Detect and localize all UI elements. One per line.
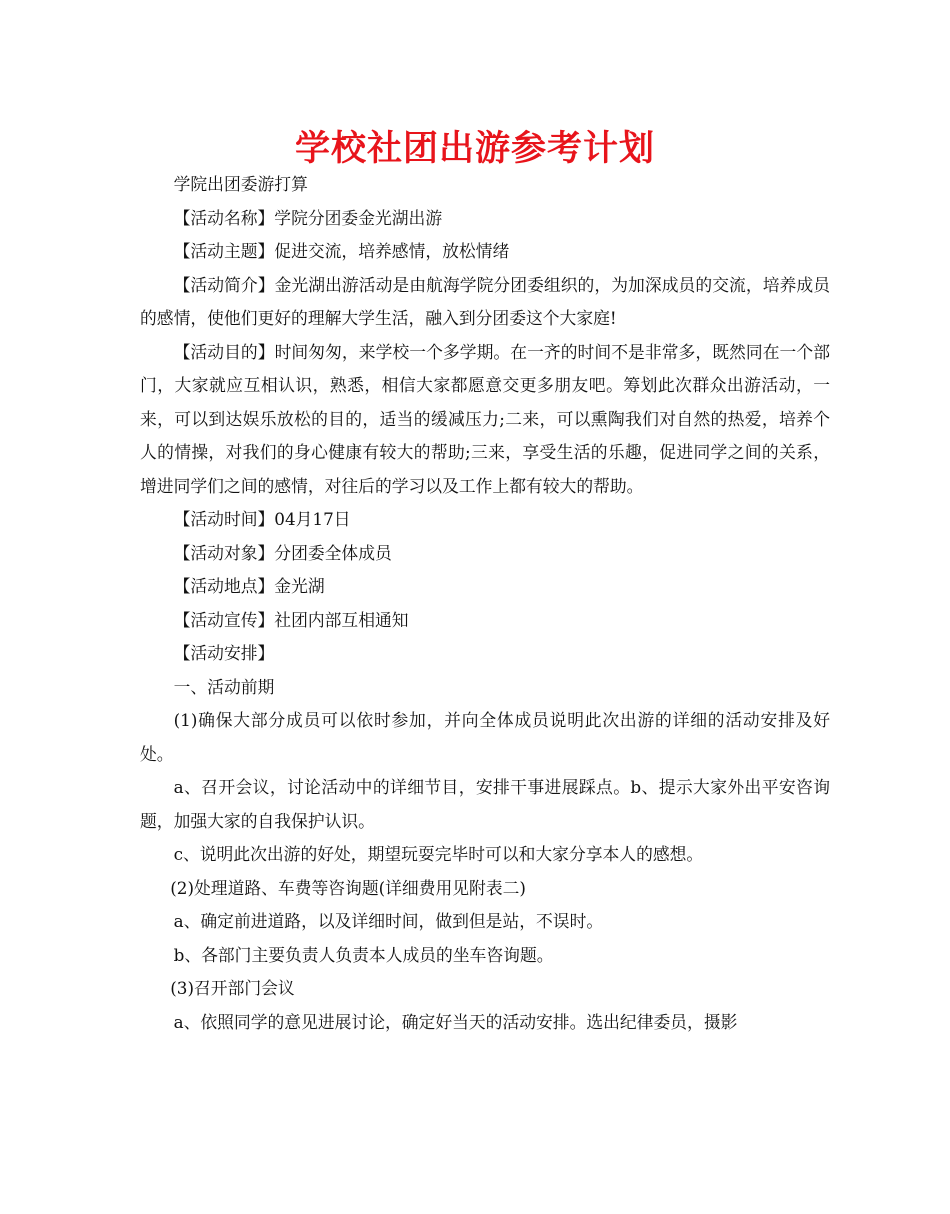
paragraph-item-1a: a、召开会议，讨论活动中的详细节目，安排干事进展踩点。b、提示大家外出平安咨询题，加强大家的自我保护认识。	[140, 777, 830, 831]
paragraph-item-1: (1)确保大部分成员可以依时参加，并向全体成员说明此次出游的详细的活动安排及好处。	[140, 710, 830, 764]
paragraph-activity-promotion: 【活动宣传】社团内部互相通知	[173, 609, 409, 630]
paragraph-activity-location: 【活动地点】金光湖	[173, 576, 325, 596]
document-title: 学校社团出游参考计划	[294, 129, 655, 169]
paragraph-item-3a: a、依照同学的意见进展讨论，确定好当天的活动安排。选出纪律委员，摄影	[173, 1011, 738, 1032]
paragraph-activity-intro: 【活动简介】金光湖出游活动是由航海学院分团委组织的，为加深成员的交流，培养成员的感情，使他们更好的理解大学生活，融入到分团委这个大家庭!	[140, 274, 830, 328]
paragraph-activity-time: 【活动时间】04月17日	[173, 509, 351, 529]
paragraph-item-1c: c、说明此次出游的好处，期望玩耍完毕时可以和大家分享本人的感想。	[173, 844, 704, 864]
paragraph-section-early-stage: 一、活动前期	[173, 676, 275, 697]
paragraph-item-2a: a、确定前进道路，以及详细时间，做到但是站，不误时。	[173, 911, 604, 931]
paragraph-activity-target: 【活动对象】分团委全体成员	[173, 542, 392, 563]
paragraph-item-2b: b、各部门主要负责人负责本人成员的坐车咨询题。	[173, 944, 554, 965]
paragraph-item-2: (2)处理道路、车费等咨询题(详细费用见附表二)	[170, 877, 526, 898]
paragraph-item-3: (3)召开部门会议	[170, 978, 295, 998]
paragraph-activity-purpose: 【活动目的】时间匆匆，来学校一个多学期。在一齐的时间不是非常多，既然同在一个部门，大家就应互相认识，熟悉，相信大家都愿意交更多朋友吧。筹划此次群众出游活动，一来，可以到达娱乐放松的目的，适当的缓减压力;二来，可以熏陶我们对自然的热爱，培养个人的情操，对我们的身心健康有较大的帮助;三来，享受生活的乐趣，促进同学之间的关系，增进同学们之间的感情，对往后的学习以及工作上都有较大的帮助。	[140, 341, 830, 496]
document-body	[140, 168, 830, 1039]
paragraph-heading: 学院出团委游打算	[173, 174, 308, 194]
paragraph-activity-arrangement: 【活动安排】	[173, 643, 275, 663]
paragraph-activity-theme: 【活动主题】促进交流，培养感情，放松情绪	[173, 241, 510, 261]
paragraph-activity-name: 【活动名称】学院分团委金光湖出游	[173, 207, 443, 228]
